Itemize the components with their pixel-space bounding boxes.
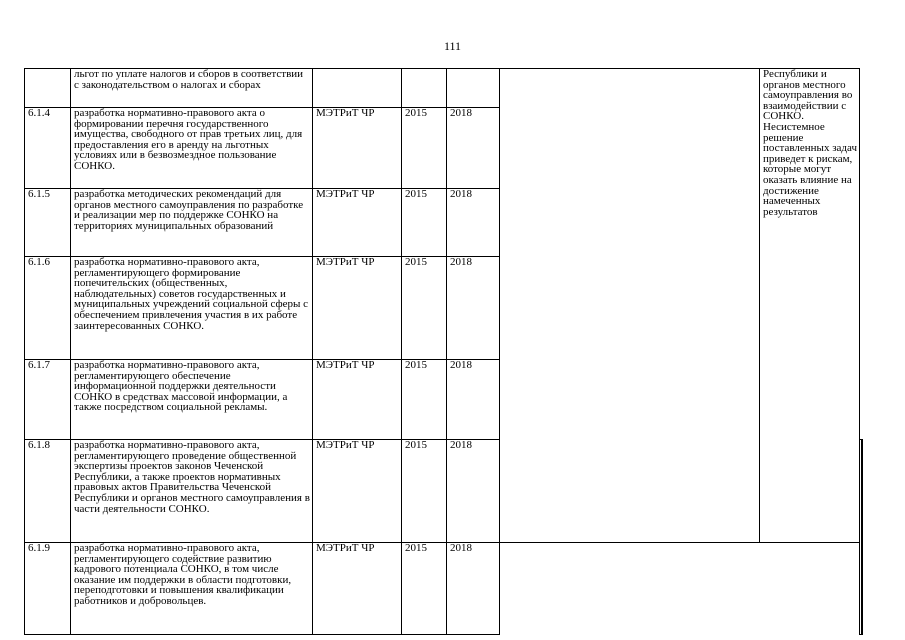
cell-risk-empty — [861, 440, 863, 635]
cell-executor: МЭТРиТ ЧР — [313, 108, 402, 189]
cell-description: разработка нормативно-правового акта, регламентирующего обеспечение информационной поддержки деятельности СОНКО в средствах массовой информации, а также посредством социальной рекламы. — [71, 360, 313, 440]
cell-num: 6.1.9 — [25, 543, 71, 635]
table-row-continued — [25, 69, 863, 108]
cell-year-end — [447, 69, 500, 108]
cell-year-start: 2015 — [402, 360, 447, 440]
cell-year-start — [402, 69, 447, 108]
cell-year-end: 2018 — [447, 440, 500, 543]
table-row — [25, 543, 863, 635]
page-number: 111 — [443, 39, 462, 53]
cell-year-start: 2015 — [402, 108, 447, 189]
cell-description: разработка нормативно-правового акта, регламентирующего формирование попечительских (общественных, наблюдательных) советов государственных и муниципальных учреждений социальной сферы с обеспечением привлечения участия в их работе заинтересованных СОНКО. — [71, 257, 313, 360]
cell-year-end: 2018 — [447, 543, 500, 635]
cell-description: льгот по уплате налогов и сборов в соответствии с законодательством о налогах и сборах — [71, 69, 313, 108]
cell-year-end: 2018 — [447, 257, 500, 360]
cell-num: 6.1.6 — [25, 257, 71, 360]
cell-description: разработка нормативно-правового акта, регламентирующего содействие развитию кадрового потенциала СОНКО, в том числе оказание им поддержки в области подготовки, переподготовки и повышения квалификации работников и добровольцев. — [71, 543, 313, 635]
cell-num: 6.1.5 — [25, 189, 71, 257]
cell-year-end: 2018 — [447, 108, 500, 189]
cell-year-start: 2015 — [402, 440, 447, 543]
cell-executor: МЭТРиТ ЧР — [313, 543, 402, 635]
cell-num: 6.1.8 — [25, 440, 71, 543]
cell-result — [500, 69, 760, 543]
cell-executor: МЭТРиТ ЧР — [313, 440, 402, 543]
cell-year-start: 2015 — [402, 189, 447, 257]
cell-executor: МЭТРиТ ЧР — [313, 189, 402, 257]
cell-executor: МЭТРиТ ЧР — [313, 257, 402, 360]
cell-num — [25, 69, 71, 108]
cell-description: разработка методических рекомендаций для органов местного самоуправления по разработке и реализации мер по поддержке СОНКО на территориях муниципальных образований — [71, 189, 313, 257]
cell-num: 6.1.4 — [25, 108, 71, 189]
cell-year-start: 2015 — [402, 257, 447, 360]
cell-year-start: 2015 — [402, 543, 447, 635]
cell-description: разработка нормативно-правового акта о формировании перечня государственного имущества, свободного от прав третьих лиц, для предоставления его в аренду на льготных условиях или в безвозмездное пользование СОНКО. — [71, 108, 313, 189]
cell-description: разработка нормативно-правового акта, регламентирующего проведение общественной экспертизы проектов законов Чеченской Республики, а также проектов нормативных правовых актов Правительства Чеченской Республики и органов местного самоуправления в части деятельности СОНКО. — [71, 440, 313, 543]
cell-num: 6.1.7 — [25, 360, 71, 440]
cell-year-end: 2018 — [447, 189, 500, 257]
cell-risk-note: Республики и органов местного самоуправления во взаимодействии с СОНКО. Несистемное решение поставленных задач приведет к рискам, которые могут оказать влияние на достижение намеченных результатов — [760, 69, 860, 543]
activity-table — [24, 68, 863, 635]
cell-executor — [313, 69, 402, 108]
cell-year-end: 2018 — [447, 360, 500, 440]
cell-executor: МЭТРиТ ЧР — [313, 360, 402, 440]
